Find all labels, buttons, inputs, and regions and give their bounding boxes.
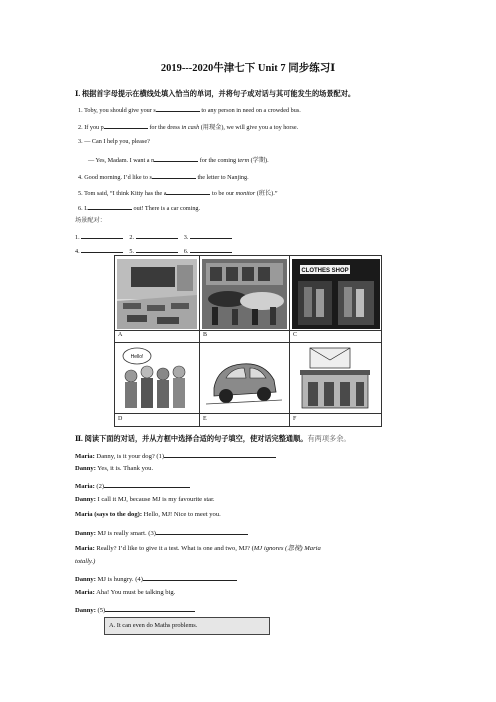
shop-sign-text: CLOTHES SHOP — [301, 268, 349, 274]
dialogue-line: Danny: (5) — [75, 604, 195, 614]
answer-blank[interactable] — [152, 171, 196, 179]
match-blank[interactable] — [136, 245, 178, 253]
dialogue-line: Danny: I call it MJ, because MJ is my favourite star. — [75, 496, 215, 503]
answer-blank[interactable] — [156, 104, 200, 112]
answer-blank[interactable] — [164, 450, 276, 458]
answer-blank[interactable] — [104, 121, 148, 129]
section2-heading: Ⅱ. 阅读下面的对话，并从方框中选择合适的句子填空，使对话完整通顺。有两项多余。 — [75, 435, 351, 443]
children-crowd-picture — [117, 344, 197, 412]
speech-bubble-text: Hello! — [130, 354, 144, 360]
sentence-4: 4. Good morning. I’d like to s the letter to Nanjing. — [78, 171, 249, 181]
sentence-2: 2. If you p for the dress in cash (用现金), we will give you a toy horse. — [78, 121, 298, 131]
match-label: 场景配对： — [75, 217, 106, 224]
match-blank[interactable] — [81, 245, 123, 253]
answer-blank[interactable] — [88, 202, 132, 210]
scene-label: F — [293, 416, 297, 422]
scene-label: D — [118, 416, 123, 422]
option-a: A. It can even do Maths problems. — [109, 622, 198, 629]
dialogue-line: Danny: Yes, it is. Thank you. — [75, 465, 154, 472]
dialogue-line: Maria: (2) — [75, 480, 190, 490]
car-picture — [202, 344, 287, 412]
post-office-picture — [292, 344, 380, 412]
match-blank[interactable] — [190, 245, 232, 253]
dialogue-line: Maria (says to the dog): Hello, MJ! Nice to meet you. — [75, 511, 221, 518]
dialogue-line: Maria: Aha! You must be talking big. — [75, 589, 176, 596]
page-title: 2019---2020牛津七下 Unit 7 同步练习Ⅰ — [160, 63, 336, 74]
section1-heading: Ⅰ. 根据首字母提示在横线处填入恰当的单词，并将句子或对话与其可能发生的场景配对。 — [75, 90, 356, 98]
classroom-picture — [117, 259, 197, 329]
dialogue-line: Danny: MJ is really smart. (3) — [75, 527, 248, 537]
answer-blank[interactable] — [154, 154, 198, 162]
dialogue-line: Maria: Danny, is it your dog? (1) — [75, 450, 276, 460]
match-blank[interactable] — [81, 231, 123, 239]
match-row-2: 4. 5. 6. — [75, 245, 232, 255]
dialogue-line: totally.) — [75, 558, 96, 565]
sentence-5: 5. Tom said, “I think Kitty has the a to be our monitor (班长).” — [78, 187, 278, 197]
sentence-6: 6. L out! There is a car coming. — [78, 202, 200, 212]
match-blank[interactable] — [190, 231, 232, 239]
sentence-1: 1. Toby, you should give your s to any person in need on a crowded bus. — [78, 104, 301, 114]
answer-blank[interactable] — [156, 527, 248, 535]
scene-label: B — [203, 332, 208, 338]
scene-label: C — [293, 332, 298, 338]
options-box — [104, 617, 270, 635]
scene-grid — [114, 255, 382, 427]
bus-station-picture — [202, 259, 287, 329]
answer-blank[interactable] — [166, 187, 210, 195]
scene-label: A — [118, 332, 123, 338]
match-blank[interactable] — [136, 231, 178, 239]
scene-label: E — [203, 416, 207, 422]
clothes-shop-picture — [292, 259, 380, 329]
answer-blank[interactable] — [143, 573, 237, 581]
sentence-3-reply: — Yes, Madam. I want a n for the coming term (学期). — [88, 154, 269, 164]
answer-blank[interactable] — [104, 480, 190, 488]
sentence-3: 3. — Can I help you, please? — [78, 138, 150, 145]
answer-blank[interactable] — [105, 604, 195, 612]
match-row-1: 1. 2. 3. — [75, 231, 232, 241]
dialogue-line: Danny: MJ is hungry. (4) — [75, 573, 237, 583]
dialogue-line: Maria: Really? I’d like to give it a test. What is one and two, MJ? (MJ ignores (忽视) Maria — [75, 545, 321, 552]
